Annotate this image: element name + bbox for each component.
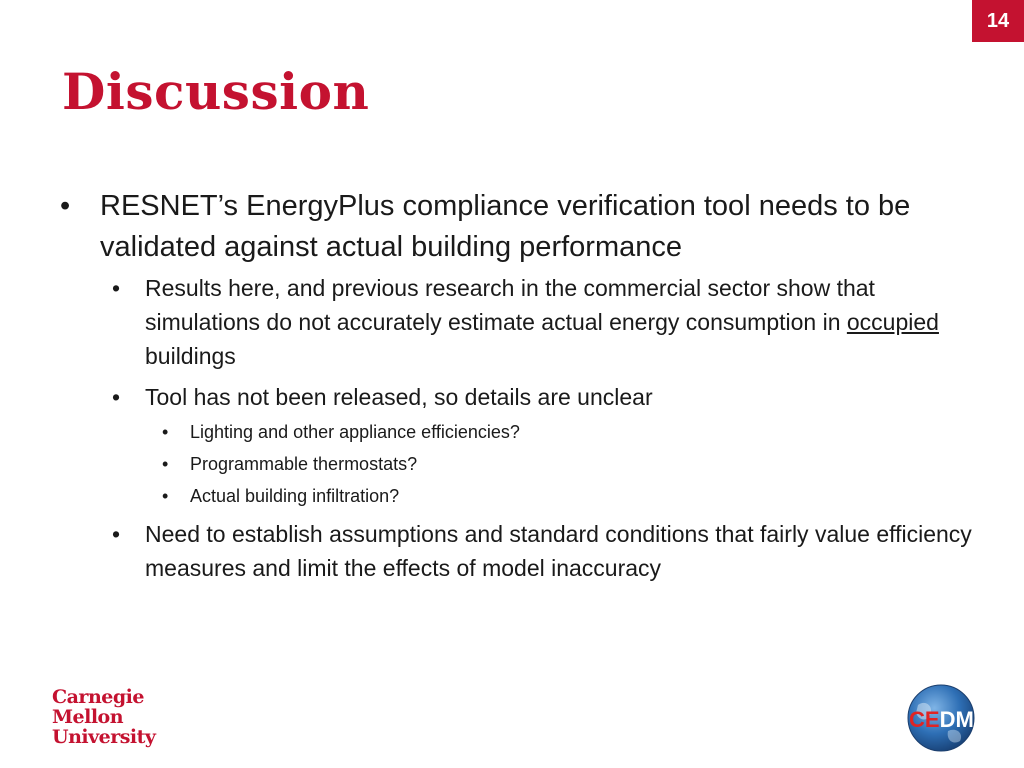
bullet-icon: •: [162, 454, 169, 474]
slide-content: [58, 186, 978, 592]
bullet-level2-results: [58, 271, 978, 373]
bullet-level3: [58, 480, 978, 512]
cedm-logo-text: CEDM: [909, 707, 974, 732]
bullet-icon: •: [60, 190, 71, 222]
bullet-level3: [58, 448, 978, 480]
bullet-icon: •: [162, 422, 169, 442]
cmu-logo-line: Carnegie: [52, 686, 144, 708]
bullet-level2-assumptions: [58, 517, 978, 585]
slide-number: 14: [972, 0, 1024, 42]
bullet-text: Need to establish assumptions and standard conditions that fairly value efficiency measures and limit the effects of model inaccuracy: [145, 521, 972, 581]
bullet-text-end: buildings: [145, 343, 236, 369]
slide-title: Discussion: [62, 62, 370, 121]
bullet-text: Tool has not been released, so details are unclear: [145, 384, 653, 410]
cedm-globe-logo: [904, 683, 978, 753]
bullet-text: Results here, and previous research in the commercial sector show that simulations do not accurately estimate actual energy consumption in: [145, 275, 875, 335]
bullet-icon: •: [112, 384, 121, 410]
cmu-logo-line: Mellon: [52, 706, 124, 728]
bullet-icon: •: [112, 521, 121, 547]
bullet-text: RESNET’s EnergyPlus compliance verification tool needs to be validated against actual building performance: [100, 190, 911, 263]
bullet-text: Programmable thermostats?: [190, 454, 418, 474]
bullet-text: Actual building infiltration?: [190, 486, 400, 506]
cmu-logo-line: University: [52, 726, 156, 748]
bullet-level2-tool: [58, 380, 978, 414]
bullet-icon: •: [162, 486, 169, 506]
underlined-word: occupied: [846, 309, 939, 335]
bullet-level1: [58, 186, 978, 268]
bullet-level3: [58, 416, 978, 448]
cmu-logo: [52, 687, 155, 747]
bullet-icon: •: [112, 275, 121, 301]
bullet-text: Lighting and other appliance efficiencies?: [190, 422, 520, 442]
